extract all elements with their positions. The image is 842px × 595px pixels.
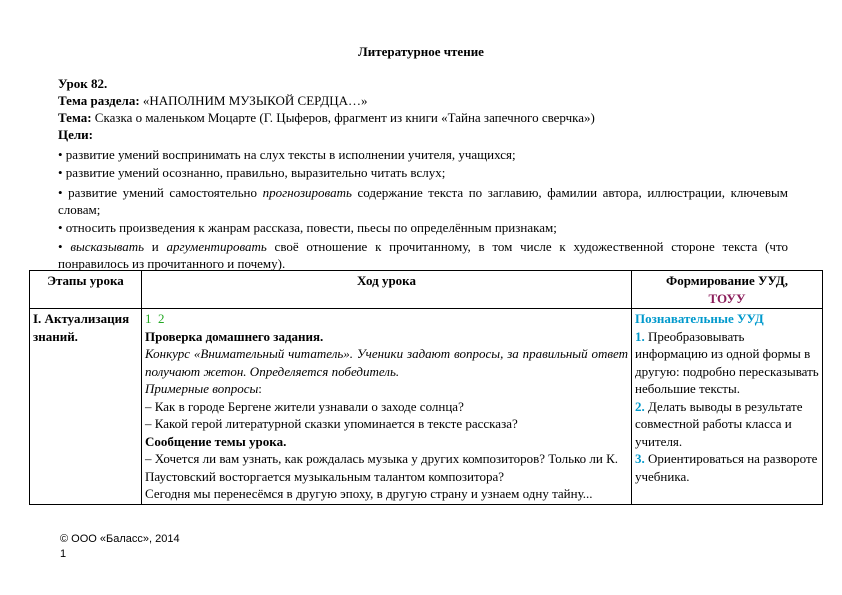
header-stage: Этапы урока <box>30 271 142 309</box>
goal-italic: высказывать <box>70 239 145 254</box>
goal-text: и <box>144 239 167 254</box>
goals-label-line <box>58 126 788 143</box>
uud-title: Познавательные УУД <box>635 311 764 326</box>
header-uud <box>632 271 823 309</box>
goal-item <box>58 238 788 272</box>
topic-value: Сказка о маленьком Моцарте (Г. Цыферов, фрагмент из книги «Тайна запечного сверчка») <box>94 110 595 125</box>
uud-number: 1. <box>635 328 645 344</box>
uud-text: Преобразовывать информацию из одной формы в другую: подробно пересказывать небольшие тексты. <box>635 328 819 396</box>
marker: 2 <box>158 311 165 326</box>
section-value: «НАПОЛНИМ МУЗЫКОЙ СЕРДЦА…» <box>142 93 368 108</box>
table-header-row <box>30 271 823 309</box>
goal-text: • развитие умений самостоятельно <box>58 185 263 200</box>
sample-label: Примерные вопросы <box>145 381 259 396</box>
goal-italic: аргументировать <box>166 239 267 254</box>
goal-item: • относить произведения к жанрам рассказа, повести, пьесы по определённым признакам; <box>58 220 557 235</box>
header-uud-title: Формирование УУД, <box>666 273 788 288</box>
lesson-number <box>58 75 788 92</box>
page-number: 1 <box>60 548 67 560</box>
contest-text: Конкурс «Внимательный читатель». Ученики задают вопросы, за правильный ответ получают жетон. Определяется победитель. <box>145 346 628 379</box>
topic-line <box>58 109 788 126</box>
stage-cell: I. Актуализация знаний. <box>30 309 142 505</box>
uud-text: Делать выводы в результате совместной работы класса и учителя. <box>635 398 803 449</box>
goal-item <box>58 184 788 218</box>
uud-item <box>635 450 819 485</box>
homework-check: Проверка домашнего задания. <box>145 328 324 344</box>
slide-markers <box>145 310 628 328</box>
topic-message: Сообщение темы урока. <box>145 433 287 449</box>
goals-label: Цели: <box>58 127 93 142</box>
uud-number: 3. <box>635 451 645 466</box>
table-row <box>30 309 823 505</box>
header-uud-sub: ТОУУ <box>708 290 746 306</box>
sample-colon: : <box>258 381 262 396</box>
goal-text: • <box>58 239 71 254</box>
copyright: © ООО «Баласс», 2014 <box>60 533 180 545</box>
course-cell <box>142 309 632 505</box>
footer <box>60 532 180 562</box>
header-course: Ход урока <box>142 271 632 309</box>
question: – Какой герой литературной сказки упоминается в тексте рассказа? <box>145 416 518 431</box>
uud-text: Ориентироваться на развороте учебника. <box>635 451 818 484</box>
lesson-table <box>29 270 823 505</box>
question: – Как в городе Бергене жители узнавали о заходе солнца? <box>145 398 464 414</box>
marker: 1 <box>145 311 152 326</box>
goal-text: своё отношение к прочитанному, в том числе к художественной стороне текста (что понравилось из прочитанного и почему). <box>58 239 788 271</box>
document-title: Литературное чтение <box>358 44 484 59</box>
paragraph: – Хочется ли вам узнать, как рождалась музыка у других композиторов? Только ли К. Паустовский восторгается музыкальным талантом композитора? <box>145 451 619 484</box>
goal-italic: прогнозировать <box>262 185 352 200</box>
paragraph: Сегодня мы перенесёмся в другую эпоху, в другую страну и узнаем одну тайну... <box>145 486 593 501</box>
goal-item: • развитие умений воспринимать на слух тексты в исполнении учителя, учащихся; <box>58 147 516 162</box>
section-line <box>58 92 788 109</box>
goal-text: содержание текста по заглавию, фамилии автора, иллюстрации, ключевым словам; <box>58 185 788 217</box>
uud-item <box>635 398 819 451</box>
uud-item <box>635 328 819 398</box>
uud-number: 2. <box>635 398 645 414</box>
uud-cell <box>632 309 823 505</box>
lesson-number-text: Урок 82. <box>58 76 108 91</box>
sample-questions-label <box>145 380 628 398</box>
goal-item: • развитие умений осознанно, правильно, выразительно читать вслух; <box>58 165 446 180</box>
topic-label: Тема: <box>58 110 92 125</box>
section-label: Тема раздела: <box>58 93 140 108</box>
